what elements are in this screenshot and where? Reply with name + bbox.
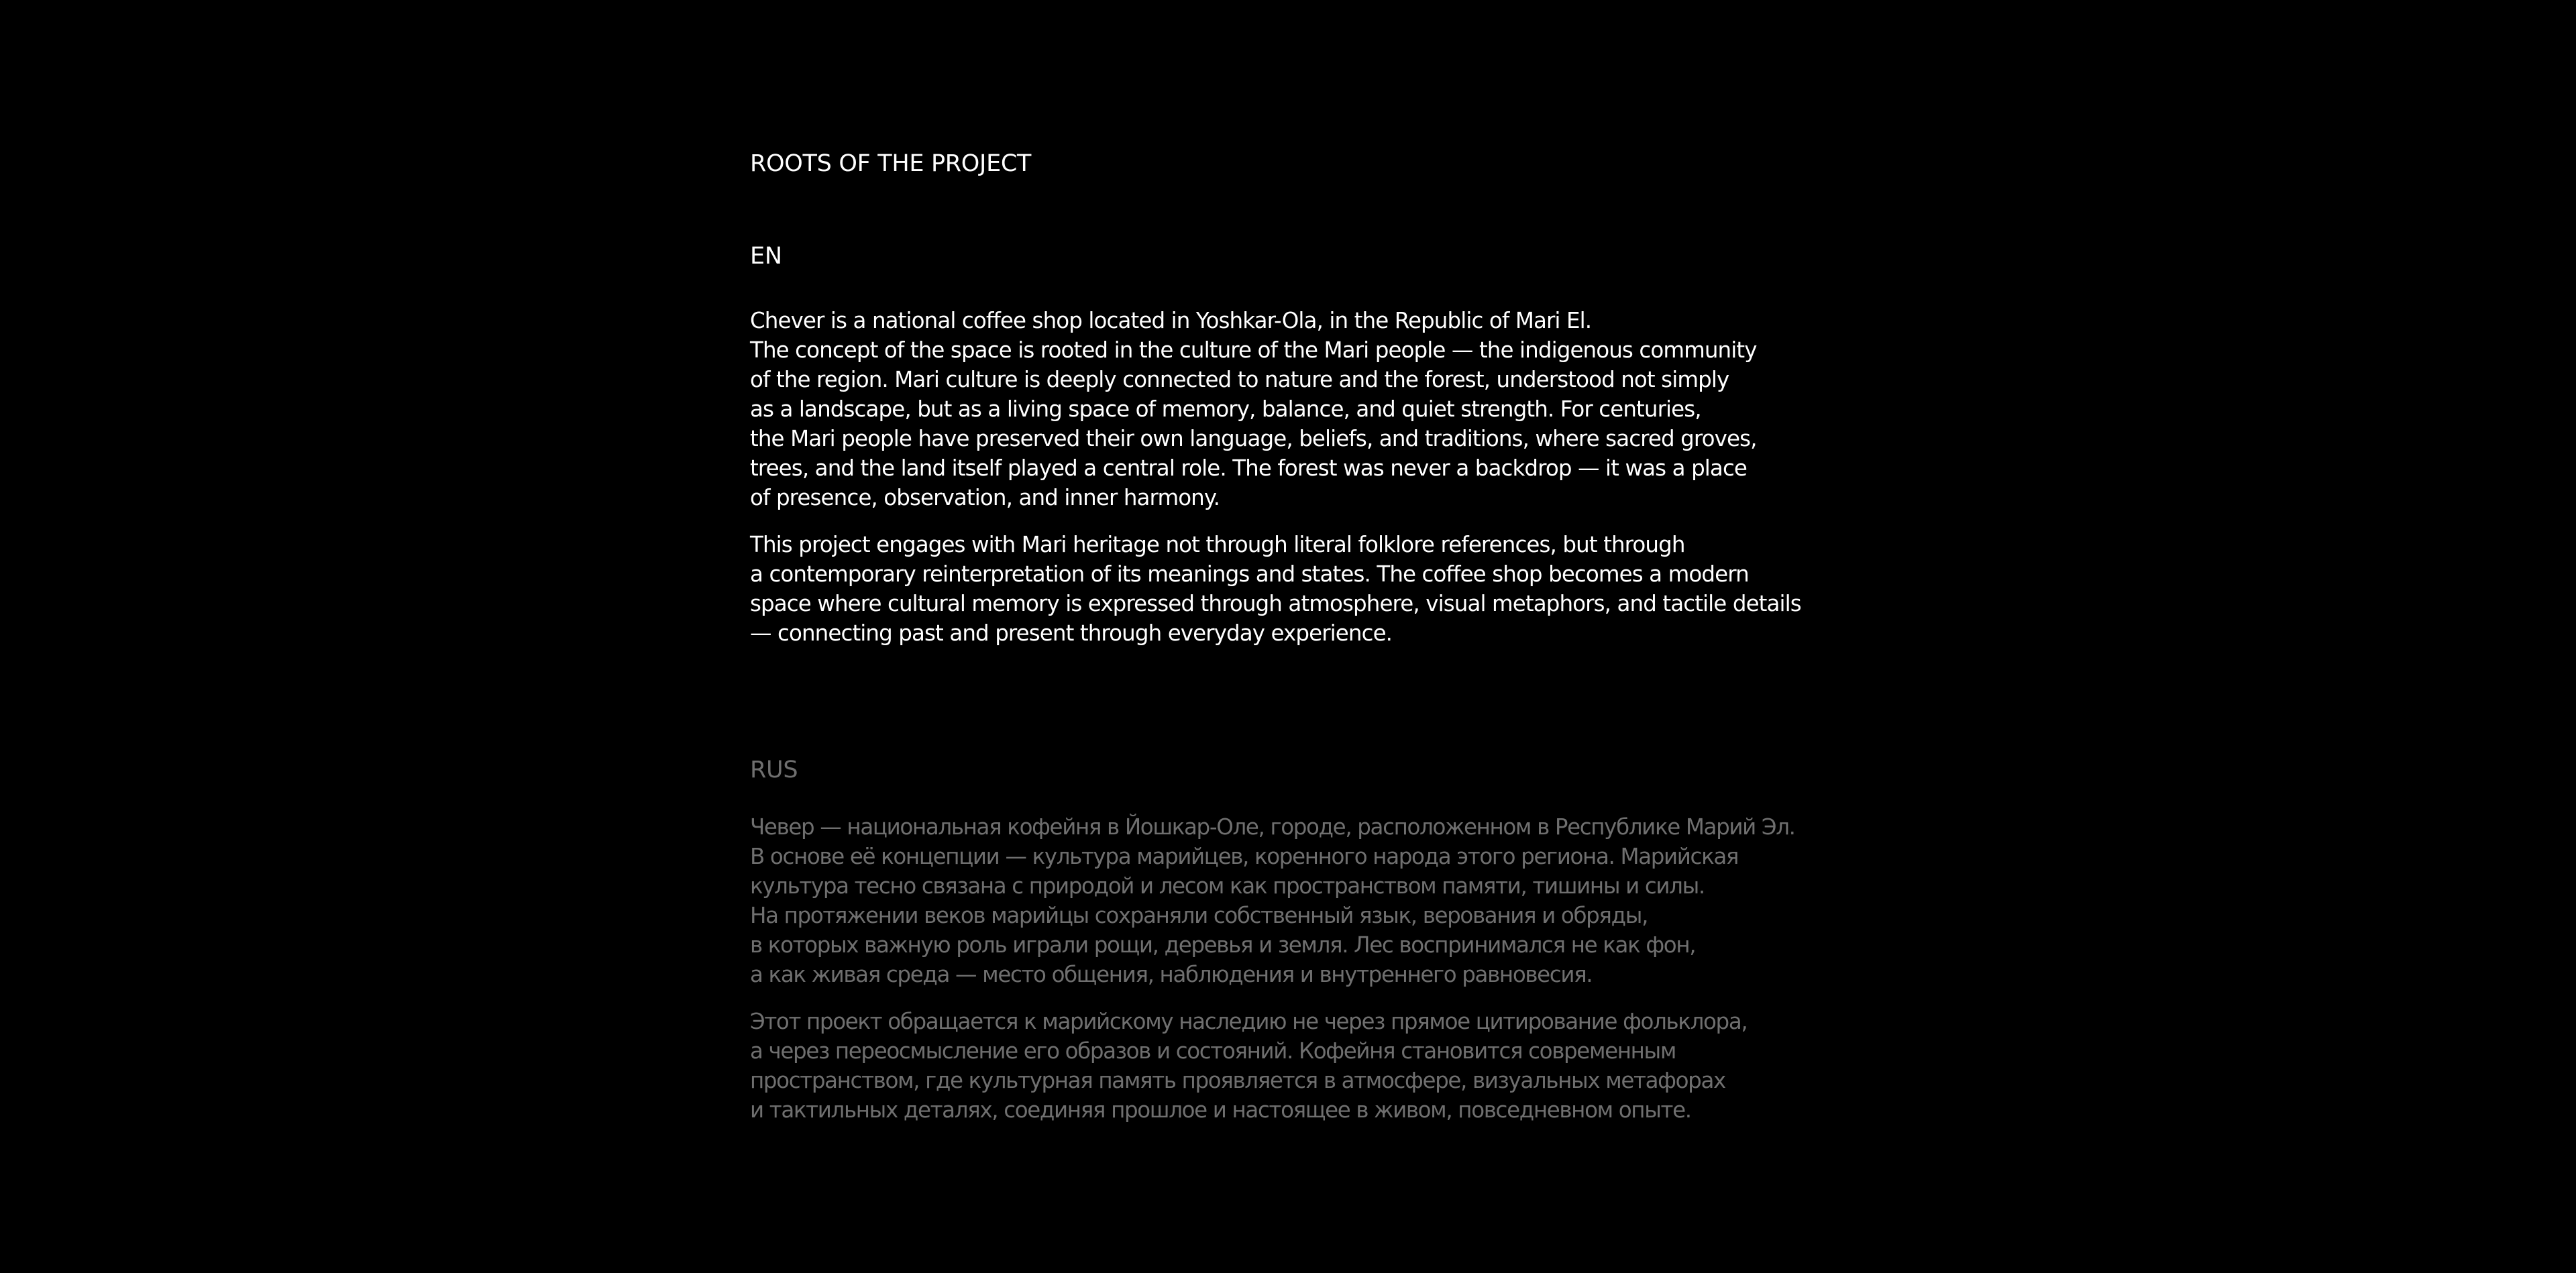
en-p1-line-4: as a landscape, but as a living space of memory, balance, and quiet strength. For centuries, [750, 396, 1701, 422]
ru-paragraph-1 [750, 812, 1795, 989]
en-p1-line-2: The concept of the space is rooted in the culture of the Mari people — the indigenous community [750, 337, 1757, 363]
ru-p1-line-6: а как живая среда — место общения, наблюдения и внутреннего равновесия. [750, 962, 1593, 987]
ru-p2-line-1: Этот проект обращается к марийскому наследию не через прямое цитирование фольклора, [750, 1009, 1748, 1034]
en-p1-line-1: Chever is a national coffee shop located in Yoshkar-Ola, in the Republic of Mari El. [750, 308, 1592, 333]
ru-p1-line-4: На протяжении веков марийцы сохраняли собственный язык, верования и обряды, [750, 903, 1648, 928]
en-p2-line-4: — connecting past and present through everyday experience. [750, 620, 1393, 646]
en-p2-line-2: a contemporary reinterpretation of its meanings and states. The coffee shop becomes a modern [750, 561, 1749, 587]
russian-text-block [750, 812, 1795, 1125]
en-paragraph-1 [750, 306, 1801, 512]
en-p2-line-1: This project engages with Mari heritage not through literal folklore references, but through [750, 532, 1685, 557]
en-p1-line-5: the Mari people have preserved their own language, beliefs, and traditions, where sacred groves, [750, 426, 1757, 451]
ru-p1-line-3: культура тесно связана с природой и лесом как пространством памяти, тишины и силы. [750, 873, 1705, 899]
ru-paragraph-2 [750, 1007, 1795, 1125]
ru-p1-line-2: В основе её концепции — культура марийцев, коренного народа этого региона. Марийская [750, 844, 1739, 869]
ru-p2-line-4: и тактильных деталях, соединяя прошлое и настоящее в живом, повседневном опыте. [750, 1097, 1691, 1123]
english-text-block [750, 306, 1801, 648]
en-p1-line-3: of the region. Mari culture is deeply connected to nature and the forest, understood not simply [750, 367, 1729, 392]
ru-p2-line-3: пространством, где культурная память проявляется в атмосфере, визуальных метафорах [750, 1068, 1725, 1093]
section-title: ROOTS OF THE PROJECT [750, 150, 1032, 177]
language-label-rus: RUS [750, 757, 798, 783]
ru-p1-line-1: Чевер — национальная кофейня в Йошкар-Оле, городе, расположенном в Республике Марий Эл. [750, 814, 1795, 840]
en-paragraph-2 [750, 530, 1801, 648]
en-p2-line-3: space where cultural memory is expressed through atmosphere, visual metaphors, and tactile details [750, 591, 1801, 616]
ru-p1-line-5: в которых важную роль играли рощи, деревья и земля. Лес воспринимался не как фон, [750, 932, 1696, 958]
ru-p2-line-2: а через переосмысление его образов и состояний. Кофейня становится современным [750, 1038, 1676, 1064]
language-label-en: EN [750, 243, 782, 270]
en-p1-line-6: trees, and the land itself played a central role. The forest was never a backdrop — it was a place [750, 455, 1748, 481]
en-p1-line-7: of presence, observation, and inner harmony. [750, 485, 1220, 510]
